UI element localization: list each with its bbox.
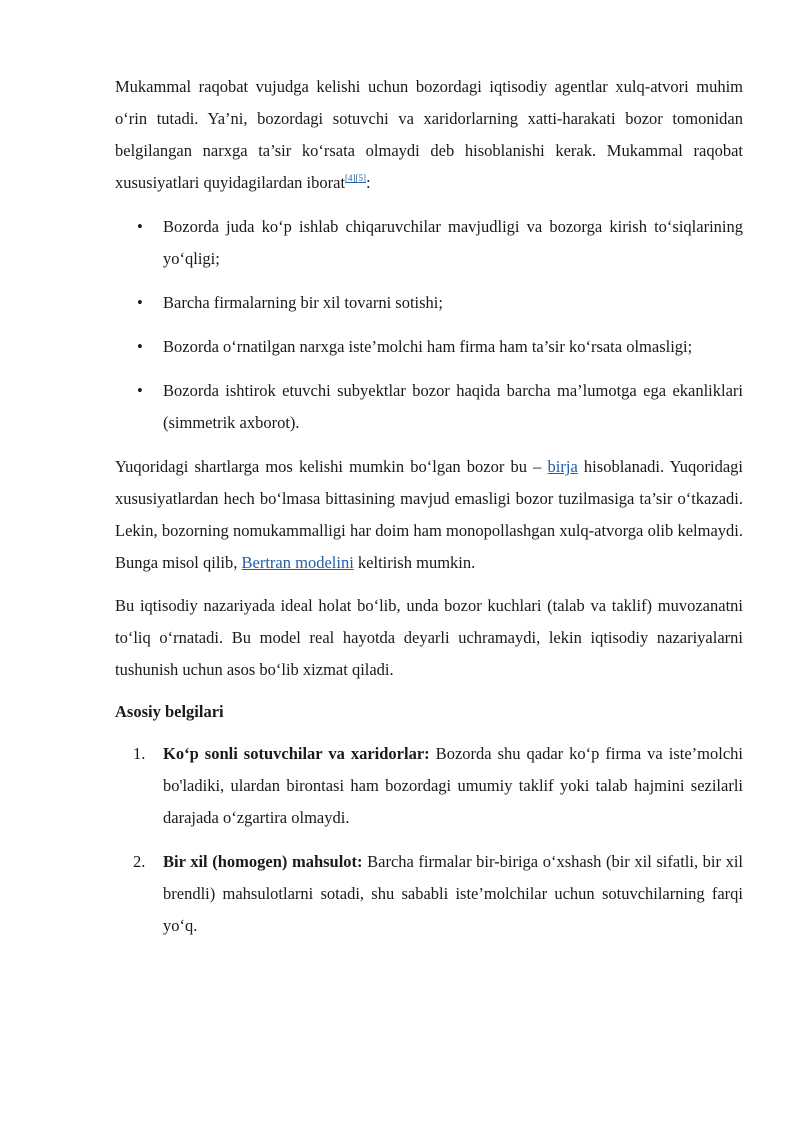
ideal-state-paragraph: Bu iqtisodiy nazariyada ideal holat bo‘lib, unda bozor kuchlari (talab va taklif) muvozanatni to‘liq o‘rnatadi. Bu model real hayotda deyarli uchramaydi, lekin iqtisodiy nazariyalarni tushunish uchun asos bo‘lib xizmat qiladi. [115, 596, 743, 679]
item-description: Bozorda shu qadar ko‘p firma va iste’molchi bo'ladiki, ulardan birontasi ham bozordagi umumiy taklif yoki talab hajmini sezilarli darajada o‘zgartira olmaydi. [163, 744, 743, 827]
item-number: 1. [133, 744, 146, 763]
list-item-text: Bozorda ishtirok etuvchi subyektlar bozor haqida barcha ma’lumotga ega ekanliklari (simmetrik axborot). [163, 381, 743, 432]
bertrand-model-link[interactable]: Bertran modelini [241, 553, 354, 572]
bullet-marker: • [137, 293, 143, 312]
section-heading: Asosiy belgilari [115, 702, 224, 721]
features-numbered-list [115, 738, 743, 942]
intro-paragraph [115, 71, 743, 199]
bullet-marker: • [137, 217, 143, 236]
exchange-paragraph [115, 451, 743, 579]
list-item-text: Bozorda o‘rnatilgan narxga iste’molchi ham firma ham ta’sir ko‘rsata olmasligi; [163, 337, 693, 356]
item-number: 2. [133, 852, 146, 871]
list-item [115, 211, 743, 275]
list-item [115, 287, 743, 319]
list-item [115, 846, 743, 942]
features-list [115, 211, 743, 439]
bullet-marker: • [137, 337, 143, 356]
list-item [115, 331, 743, 363]
exchange-text-1: Yuqoridagi shartlarga mos kelishi mumkin bo‘lgan bozor bu – [115, 457, 548, 476]
list-item [115, 375, 743, 439]
list-item [115, 738, 743, 834]
list-item-text: Barcha firmalarning bir xil tovarni sotishi; [163, 293, 443, 312]
item-term: Bir xil (homogen) mahsulot: [163, 852, 363, 871]
document-page [115, 71, 743, 954]
birja-link[interactable]: birja [547, 457, 578, 476]
exchange-text-3: keltirish mumkin. [353, 553, 476, 572]
intro-tail: : [366, 173, 371, 192]
item-term: Ko‘p sonli sotuvchilar va xaridorlar: [163, 744, 430, 763]
footnote-refs[interactable]: [4][5] [345, 173, 367, 183]
list-item-text: Bozorda juda ko‘p ishlab chiqaruvchilar mavjudligi va bozorga kirish to‘siqlarining yo‘qligi; [163, 217, 743, 268]
exchange-text-2: hisoblanadi. Yuqoridagi xususiyatlardan hech bo‘lmasa bittasining mavjud emasligi bozor tuzilmasiga ta’sir o‘tkazadi. Lekin, bozorning nomukammalligi har doim ham monopollashgan xulq-atvorga olib kelmaydi. Bunga misol qilib, [115, 457, 743, 572]
item-description: Barcha firmalar bir-biriga o‘xshash (bir xil sifatli, bir xil brendli) mahsulotlarni sotadi, shu sababli iste’molchilar uchun sotuvchilarning farqi yo‘q. [163, 852, 743, 935]
bullet-marker: • [137, 381, 143, 400]
intro-text: Mukammal raqobat vujudga kelishi uchun bozordagi iqtisodiy agentlar xulq-atvori muhim o‘rin tutadi. Ya’ni, bozordagi sotuvchi va xaridorlarning xatti-harakati bozor tomonidan belgilangan narxga ta’sir ko‘rsata olmaydi deb hisoblanishi kerak. Mukammal raqobat xususiyatlari quyidagilardan iborat [115, 77, 743, 192]
